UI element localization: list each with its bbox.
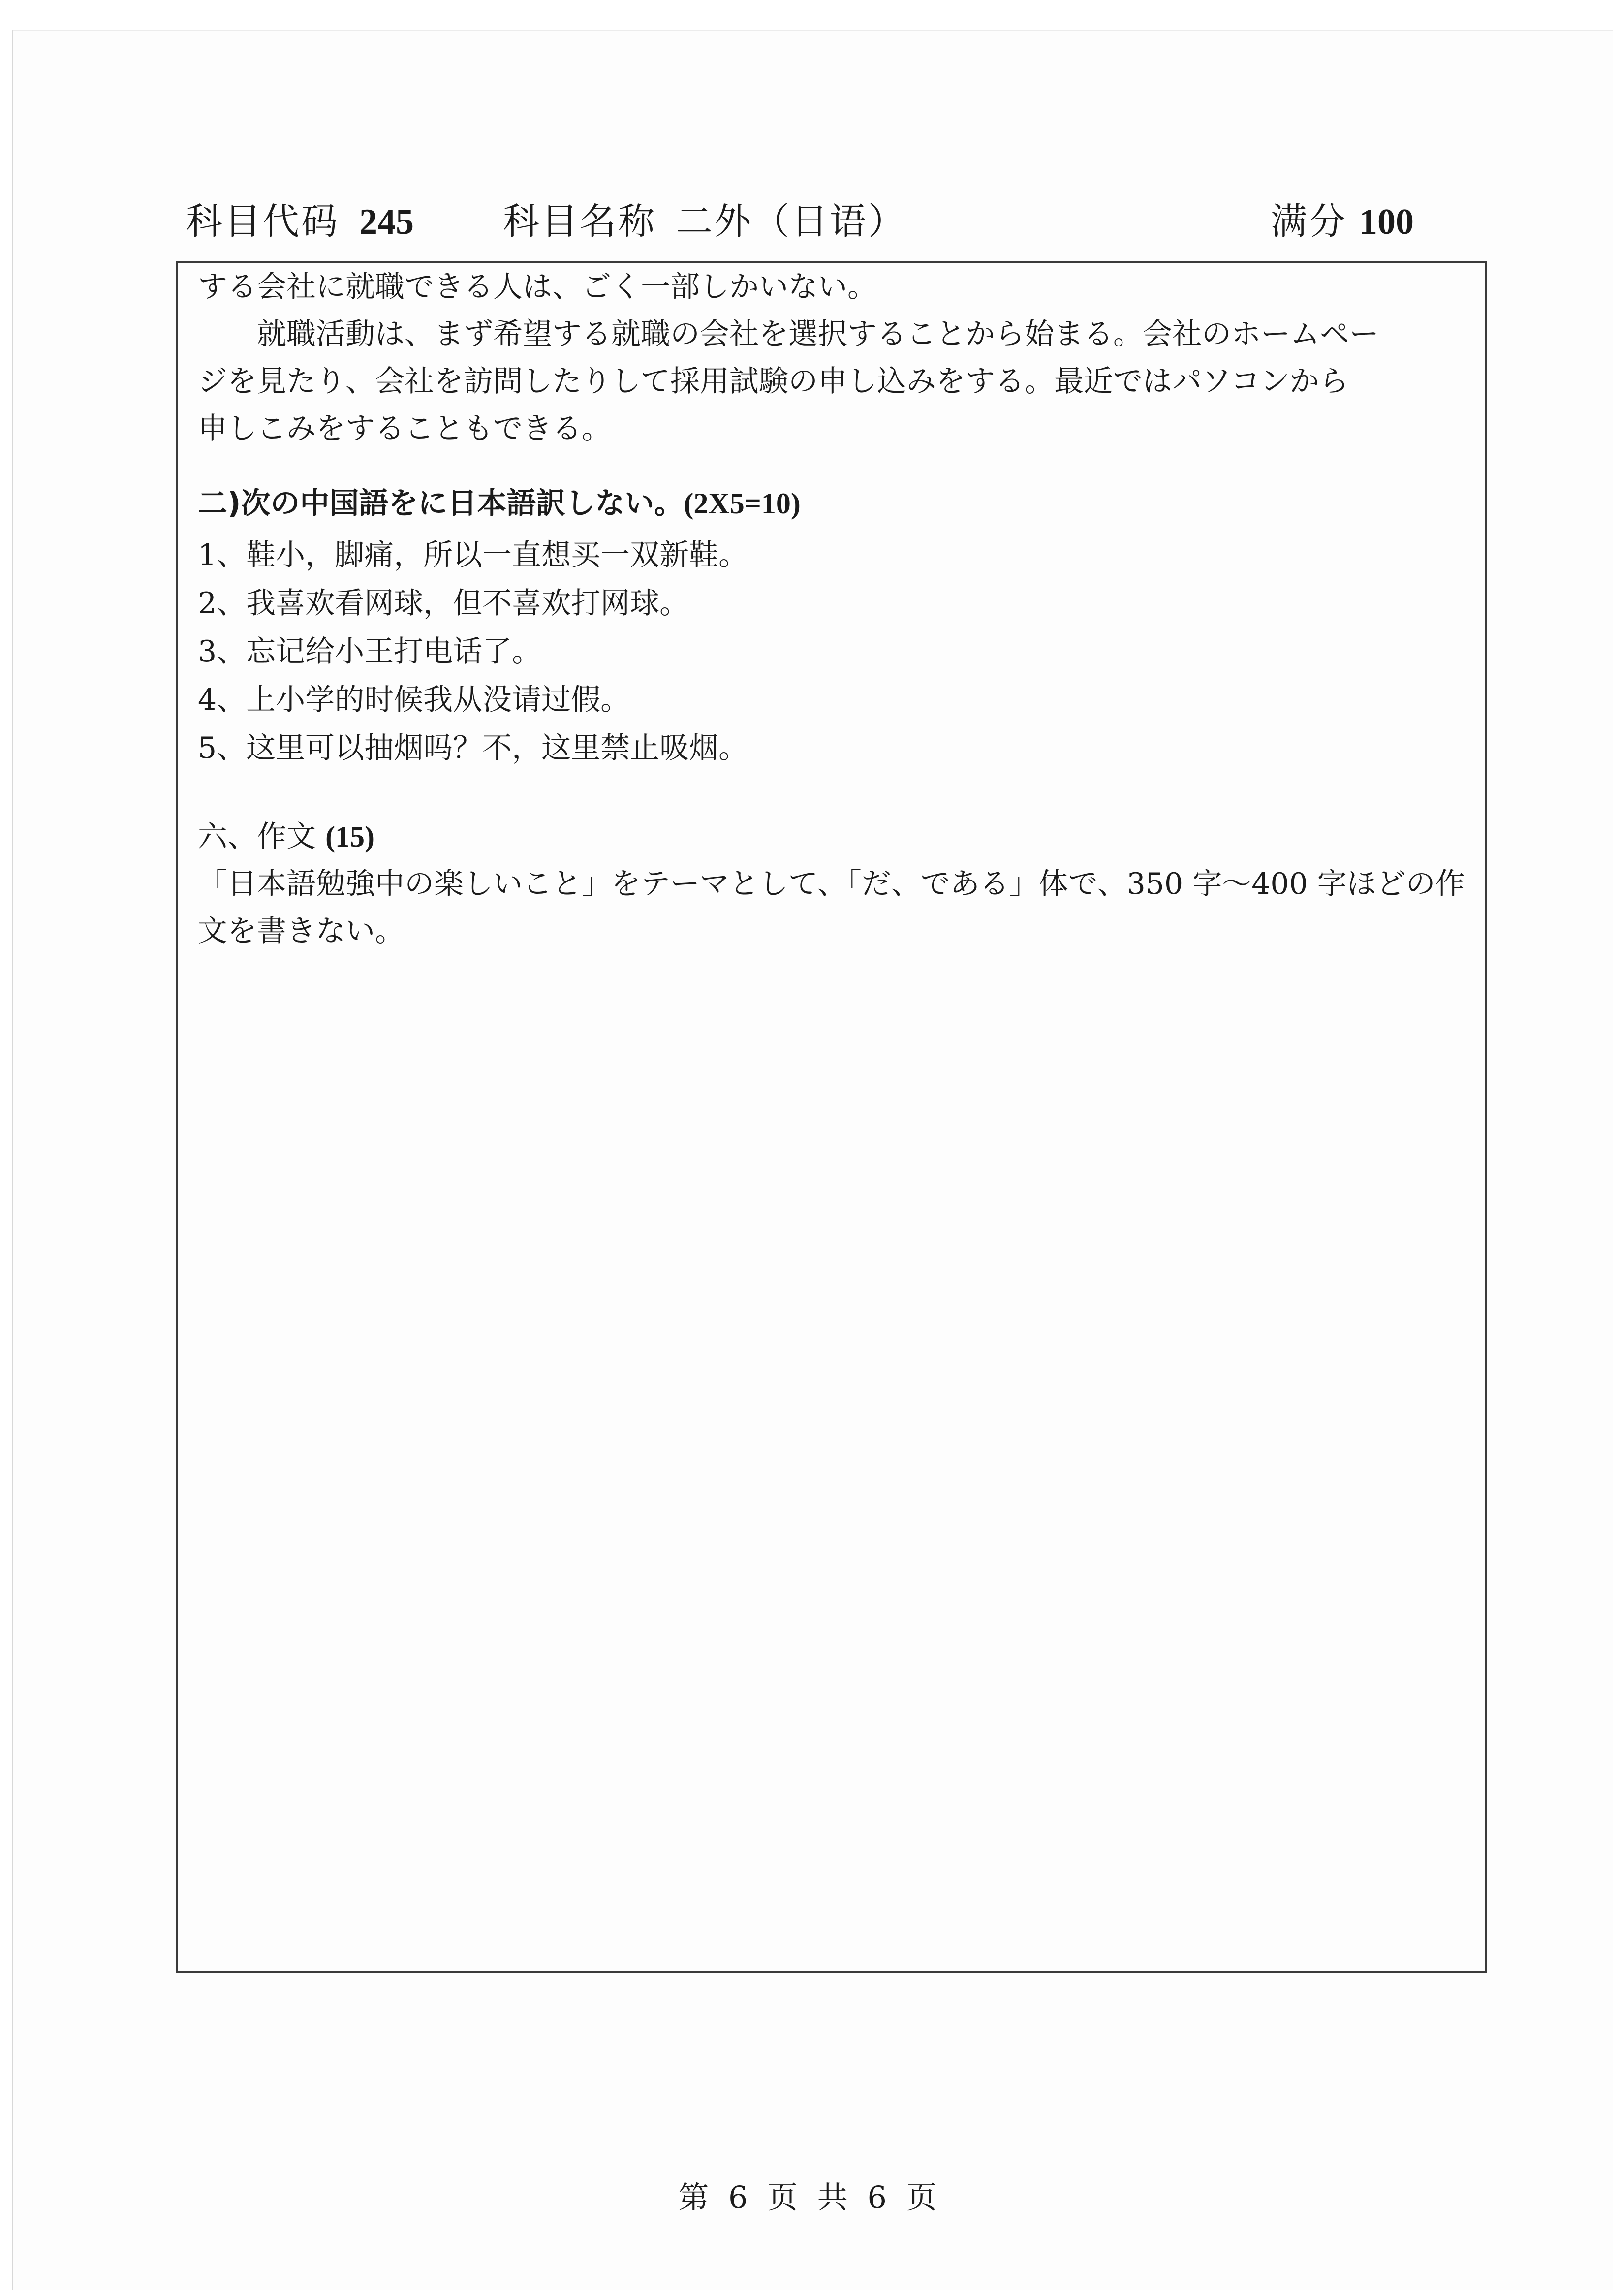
essay-heading bbox=[198, 813, 374, 860]
subject-code bbox=[186, 194, 414, 249]
translation-question: 4、上小学的时候我从没请过假。 bbox=[198, 683, 630, 717]
subject-name-value: 二外（日语） bbox=[676, 200, 906, 243]
translation-question-list bbox=[198, 531, 748, 772]
essay-points: (15) bbox=[325, 820, 375, 853]
full-score-label: 满分 bbox=[1271, 200, 1347, 243]
reading-line-3: ジを見たり、会社を訪問したりして採用試験の申し込みをする。最近ではパソコンから bbox=[198, 364, 1349, 399]
subject-code-value: 245 bbox=[359, 202, 414, 242]
reading-line-4: 申しこみをすることもできる。 bbox=[198, 411, 611, 446]
reading-line-2: 就職活動は、まず希望する就職の会社を選択することから始まる。会社のホームペー bbox=[257, 317, 1379, 351]
page-number: 第 6 页 共 6 页 bbox=[678, 2179, 942, 2215]
translation-question: 2、我喜欢看网球，但不喜欢打网球。 bbox=[198, 586, 689, 621]
subject-name bbox=[503, 194, 906, 249]
translation-heading-text: 二)次の中国語をに日本語訳しない。 bbox=[198, 486, 684, 521]
reading-line-1: する会社に就職できる人は、ごく一部しかいない。 bbox=[198, 270, 877, 304]
essay-heading-text: 六、作文 bbox=[198, 819, 316, 854]
question-frame bbox=[176, 261, 1487, 1973]
full-score-value: 100 bbox=[1359, 202, 1414, 242]
translation-points: (2X5=10) bbox=[684, 487, 801, 520]
translation-question: 3、忘记给小王打电话了。 bbox=[198, 634, 542, 669]
translation-question: 5、这里可以抽烟吗？不，这里禁止吸烟。 bbox=[198, 731, 748, 765]
essay-prompt: 「日本語勉強中の楽しいこと」をテーマとして、「だ、である」体で、350 字～400 字ほどの作文を書きない。 bbox=[198, 867, 1465, 948]
translation-heading bbox=[198, 480, 801, 527]
subject-name-label: 科目名称 bbox=[503, 200, 656, 243]
full-score bbox=[1271, 194, 1414, 249]
translation-question: 1、鞋小，脚痛，所以一直想买一双新鞋。 bbox=[198, 538, 748, 572]
subject-code-label: 科目代码 bbox=[186, 200, 340, 243]
